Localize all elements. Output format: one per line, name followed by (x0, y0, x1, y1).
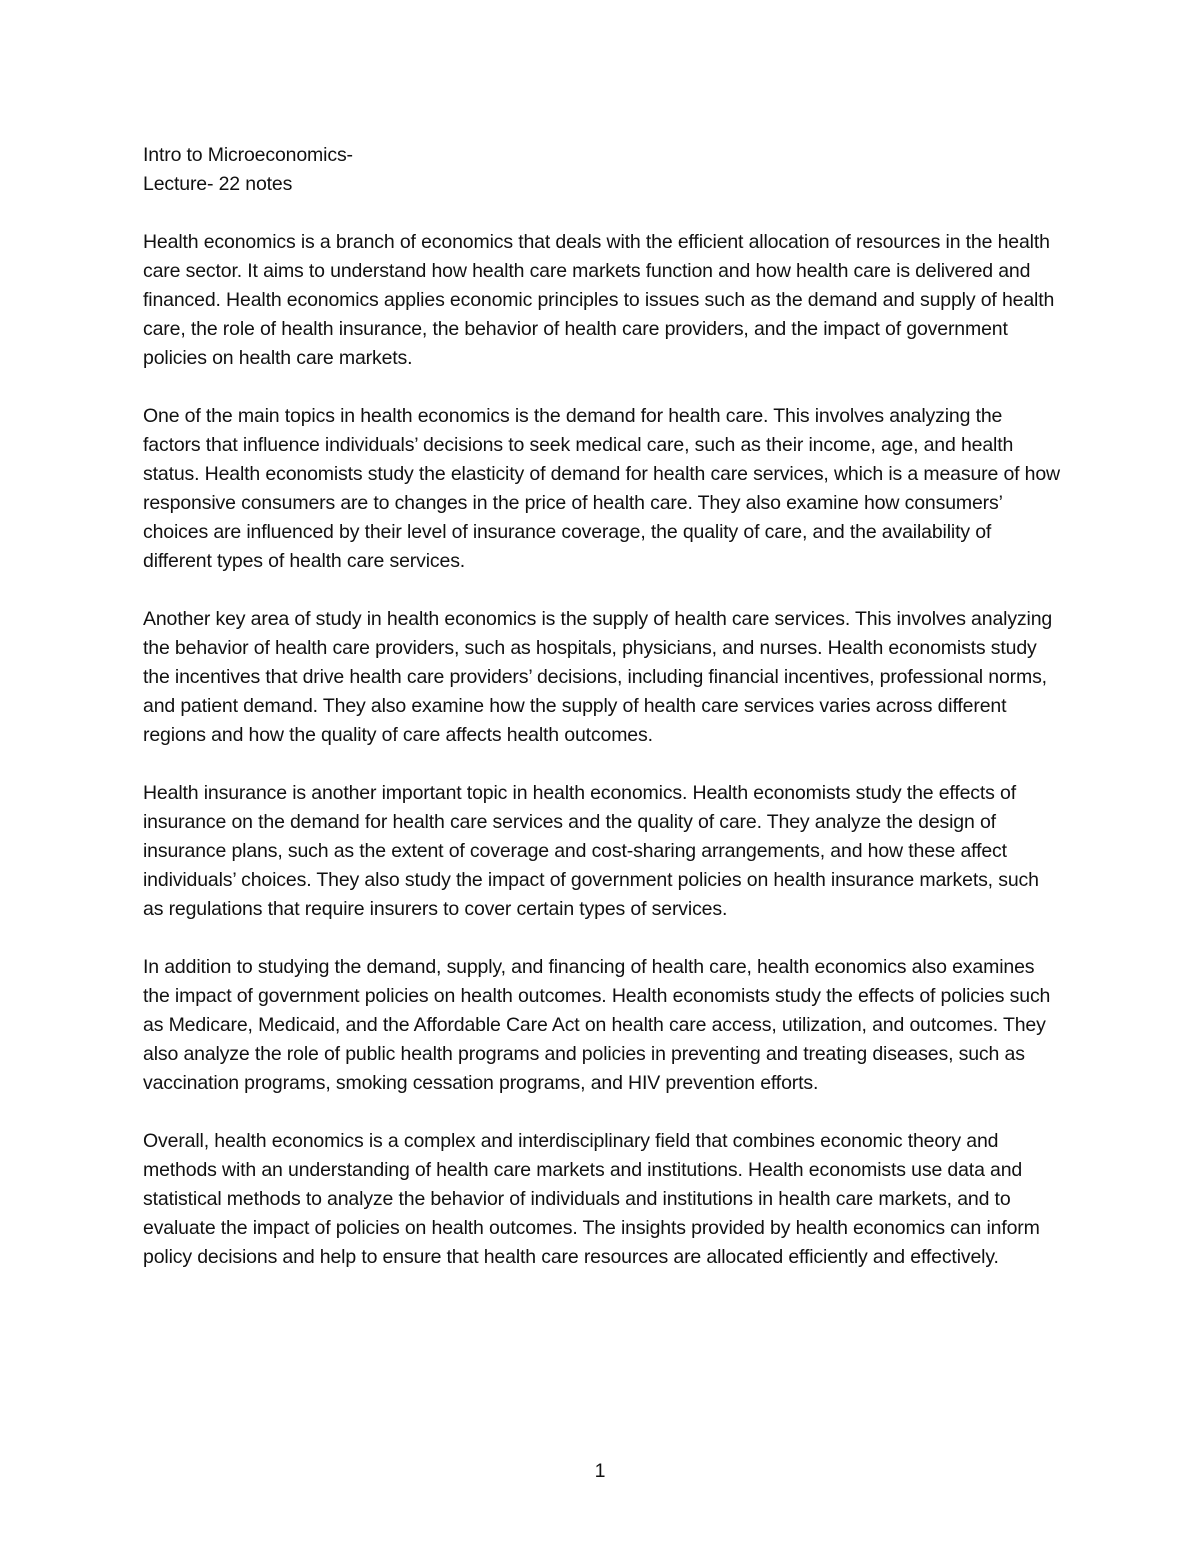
page-number: 1 (594, 1460, 606, 1482)
paragraph-conclusion: Overall, health economics is a complex and interdisciplinary field that combines economic theory and methods with an understanding of health care markets and institutions. Health economists use data and statistical methods to analyze the behavior of individuals and institutions in health care markets, and to evaluate the impact of policies on health outcomes. The insights provided by health economics can inform policy decisions and help to ensure that health care resources are allocated efficiently and effectively. (143, 1130, 1040, 1268)
paragraph-insurance: Health insurance is another important topic in health economics. Health economists study the effects of insurance on the demand for health care services and the quality of care. They analyze the design of insurance plans, such as the extent of coverage and cost-sharing arrangements, and how these affect individuals’ choices. They also study the impact of government policies on health insurance markets, such as regulations that require insurers to cover certain types of services. (143, 782, 1039, 920)
document-subtitle: Lecture- 22 notes (143, 173, 293, 195)
paragraph-demand: One of the main topics in health economics is the demand for health care. This involves analyzing the factors that influence individuals’ decisions to seek medical care, such as their income, age, and health status. Health economists study the elasticity of demand for health care services, which is a measure of how responsive consumers are to changes in the price of health care. They also examine how consumers’ choices are influenced by their level of insurance coverage, the quality of care, and the availability of different types of health care services. (143, 405, 1060, 572)
paragraph-supply: Another key area of study in health economics is the supply of health care services. This involves analyzing the behavior of health care providers, such as hospitals, physicians, and nurses. Health economists study the incentives that drive health care providers’ decisions, including financial incentives, professional norms, and patient demand. They also examine how the supply of health care services varies across different regions and how the quality of care affects health outcomes. (143, 608, 1053, 746)
document-title: Intro to Microeconomics- (143, 144, 353, 166)
paragraph-intro: Health economics is a branch of economics that deals with the efficient allocation of resources in the health care sector. It aims to understand how health care markets function and how health care is delivered and financed. Health economics applies economic principles to issues such as the demand and supply of health care, the role of health insurance, the behavior of health care providers, and the impact of government policies on health care markets. (143, 231, 1055, 369)
paragraph-policy: In addition to studying the demand, supply, and financing of health care, health economics also examines the impact of government policies on health outcomes. Health economists study the effects of policies such as Medicare, Medicaid, and the Affordable Care Act on health care access, utilization, and outcomes. They also analyze the role of public health programs and policies in preventing and treating diseases, such as vaccination programs, smoking cessation programs, and HIV prevention efforts. (143, 956, 1051, 1094)
document-body (143, 141, 1063, 1272)
